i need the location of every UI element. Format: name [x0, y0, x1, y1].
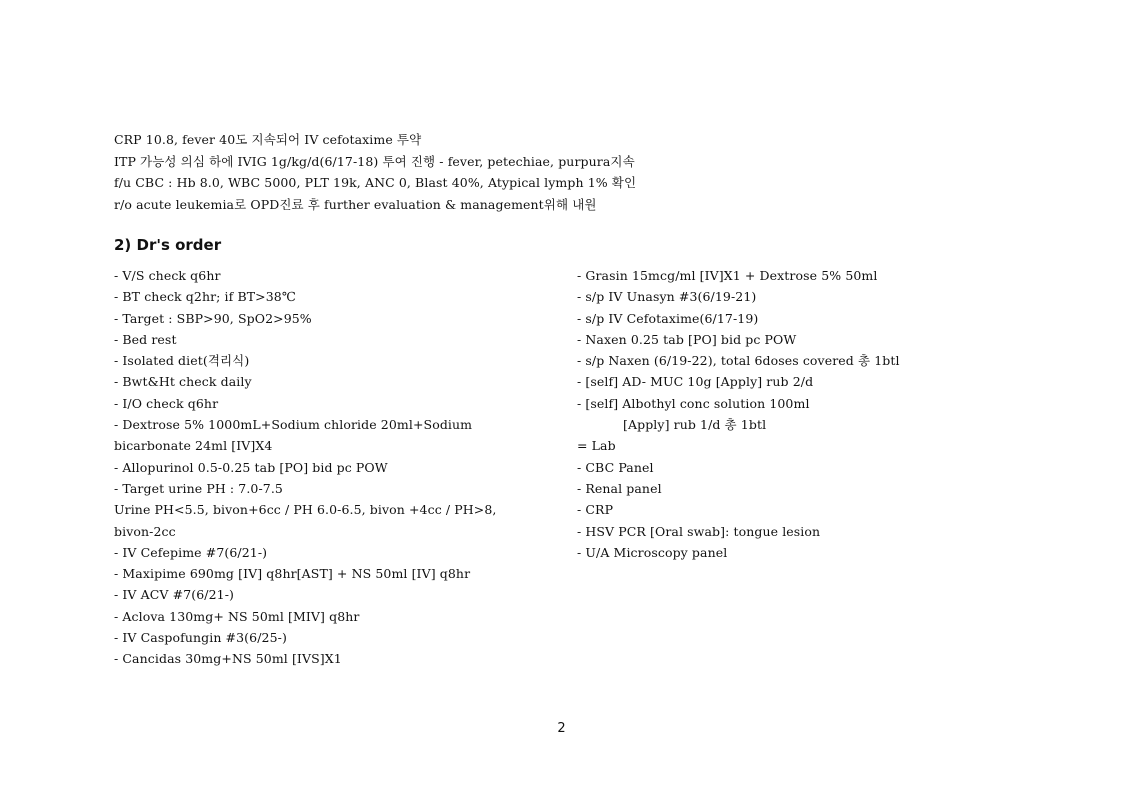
order-item: - Allopurinol 0.5-0.25 tab [PO] bid pc POW [114, 459, 388, 475]
section-title-drs-order: 2) Dr's order [114, 236, 222, 254]
order-item: - s/p IV Unasyn #3(6/19-21) [577, 289, 757, 305]
lab-item: - CBC Panel [577, 459, 654, 475]
order-item: - IV Caspofungin #3(6/25-) [114, 630, 287, 646]
history-line: CRP 10.8, fever 40도 지속되어 IV cefotaxime 투약 [114, 132, 422, 147]
order-item: - Target : SBP>90, SpO2>95% [114, 310, 312, 326]
orders-right-column [577, 265, 1017, 563]
lab-item: - CRP [577, 502, 614, 518]
lab-heading: = Lab [577, 438, 616, 454]
order-item: - IV Cefepime #7(6/21-) [114, 544, 268, 560]
order-item: - Isolated diet(격리식) [114, 353, 250, 369]
order-item: - Aclova 130mg+ NS 50ml [MIV] q8hr [114, 608, 360, 624]
order-item: - Dextrose 5% 1000mL+Sodium chloride 20ml+Sodium [114, 417, 473, 433]
order-item: - [self] Albothyl conc solution 100ml [577, 395, 810, 411]
order-item: - s/p IV Cefotaxime(6/17-19) [577, 310, 759, 326]
order-item: - Target urine PH : 7.0-7.5 [114, 480, 283, 496]
order-item: - IV ACV #7(6/21-) [114, 587, 235, 603]
order-item: - V/S check q6hr [114, 268, 221, 283]
lab-item: - Renal panel [577, 480, 662, 496]
order-item: - Bwt&Ht check daily [114, 374, 252, 390]
orders-left-column [114, 265, 544, 670]
order-item: - Bed rest [114, 331, 177, 347]
order-item: - BT check q2hr; if BT>38℃ [114, 289, 296, 305]
order-item-continuation: bivon-2cc [114, 523, 176, 539]
history-line: ITP 가능성 의심 하에 IVIG 1g/kg/d(6/17-18) 투여 진행 - fever, petechiae, purpura지속 [114, 153, 635, 169]
history-line: r/o acute leukemia로 OPD진료 후 further evaluation & management위해 내원 [114, 196, 597, 212]
lab-item: - HSV PCR [Oral swab]: tongue lesion [577, 523, 821, 539]
order-item: - I/O check q6hr [114, 395, 219, 411]
order-item: - Maxipime 690mg [IV] q8hr[AST] + NS 50ml [IV] q8hr [114, 566, 471, 582]
order-item: - Grasin 15mcg/ml [IV]X1 + Dextrose 5% 50ml [577, 268, 878, 283]
order-item: - s/p Naxen (6/19-22), total 6doses covered 총 1btl [577, 353, 900, 369]
order-item-continuation: [Apply] rub 1/d 총 1btl [623, 417, 767, 433]
order-item-continuation: bicarbonate 24ml [IV]X4 [114, 438, 273, 454]
lab-item: - U/A Microscopy panel [577, 544, 728, 560]
order-item: - [self] AD- MUC 10g [Apply] rub 2/d [577, 374, 814, 390]
history-line: f/u CBC : Hb 8.0, WBC 5000, PLT 19k, ANC 0, Blast 40%, Atypical lymph 1% 확인 [114, 175, 637, 190]
order-item-continuation: Urine PH<5.5, bivon+6cc / PH 6.0-6.5, bivon +4cc / PH>8, [114, 502, 497, 518]
page-number: 2 [557, 721, 566, 736]
order-item: - Cancidas 30mg+NS 50ml [IVS]X1 [114, 651, 342, 667]
order-item: - Naxen 0.25 tab [PO] bid pc POW [577, 331, 797, 347]
clinical-history-paragraph [114, 129, 714, 215]
